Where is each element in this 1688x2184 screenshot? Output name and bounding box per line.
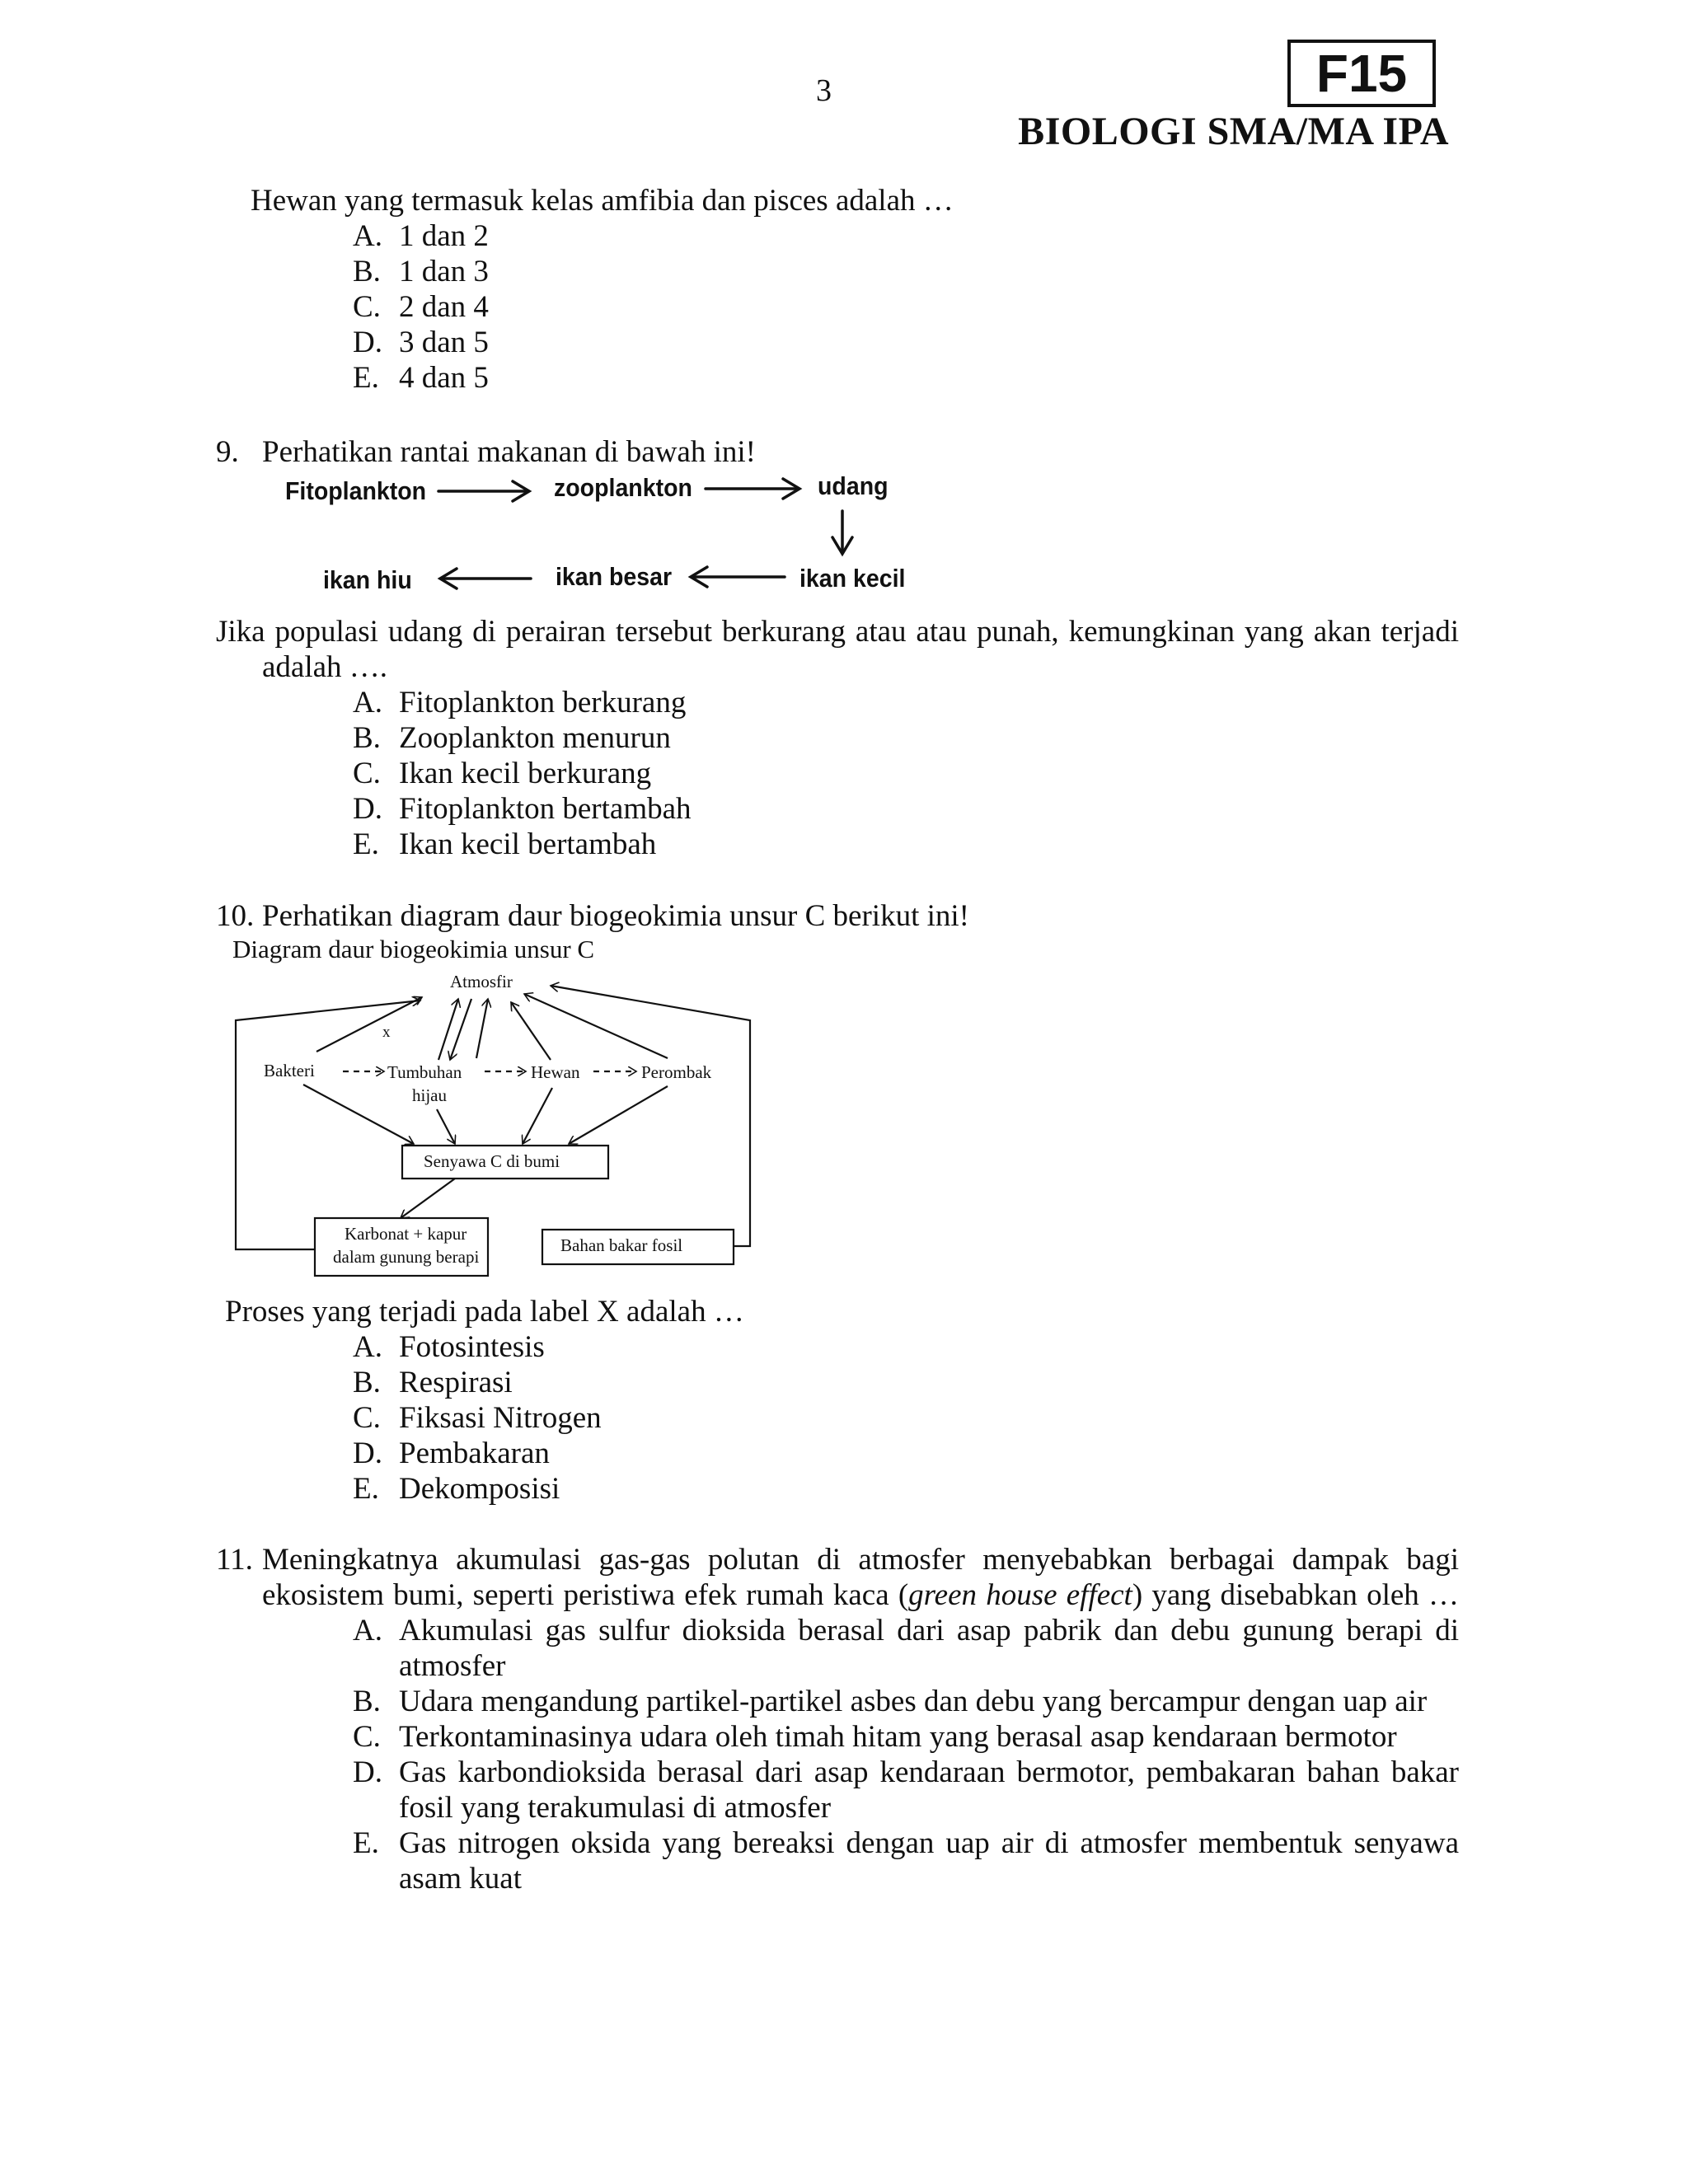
q11-stem-line2: [262, 1577, 1459, 1613]
option-letter: E.: [353, 1826, 379, 1860]
food-chain-udang: udang: [818, 471, 889, 500]
q11-option-b[interactable]: [353, 1684, 1459, 1719]
food-chain-fitoplankton: Fitoplankton: [285, 476, 427, 505]
option-text: Pembakaran: [399, 1436, 550, 1470]
node-senyawa: Senyawa C di bumi: [424, 1151, 560, 1171]
diagram-title: Diagram daur biogeokimia unsur C: [232, 935, 595, 963]
q8-option-c[interactable]: [353, 289, 847, 325]
stem-italic-term: green house effect: [908, 1578, 1132, 1612]
q8-option-b[interactable]: [353, 254, 847, 289]
option-letter: B.: [353, 255, 381, 288]
arrow-perombak-senyawa: [569, 1086, 668, 1144]
node-tumbuhan-line2: hijau: [412, 1085, 447, 1105]
option-text: 2 dan 4: [399, 290, 489, 324]
exam-code-box: F15: [1287, 40, 1436, 107]
arrow-tumbuhan-atmosfir-2: [476, 999, 488, 1058]
option-text: Fitoplankton bertambah: [399, 792, 692, 826]
option-letter: A.: [353, 1330, 382, 1364]
option-text: Udara mengandung partikel-partikel asbes dan debu yang bercampur dengan uap air: [399, 1685, 1428, 1718]
option-text: 1 dan 2: [399, 219, 489, 253]
food-chain-ikan-hiu: ikan hiu: [323, 565, 412, 594]
node-tumbuhan-line1: Tumbuhan: [387, 1062, 462, 1082]
option-letter: B.: [353, 1366, 381, 1399]
q10-option-c[interactable]: [353, 1400, 1012, 1436]
option-letter: A.: [353, 686, 382, 719]
option-text: Gas nitrogen oksida yang bereaksi dengan uap air di atmosfer membentuk senyawa asam kuat: [399, 1826, 1459, 1896]
q9-option-e[interactable]: [353, 827, 1012, 862]
option-letter: D.: [353, 792, 382, 826]
option-letter: C.: [353, 757, 381, 790]
q9-intro: Perhatikan rantai makanan di bawah ini!: [262, 435, 756, 469]
q10-stem: Proses yang terjadi pada label X adalah …: [225, 1295, 744, 1329]
option-text: 4 dan 5: [399, 361, 489, 395]
arrow-tumbuhan-atmosfir: [438, 999, 458, 1060]
q9-stem-line2: adalah ….: [262, 650, 388, 684]
option-letter: B.: [353, 721, 381, 755]
stem-text: ) yang disebabkan oleh …: [1132, 1578, 1459, 1612]
q11-option-c[interactable]: [353, 1719, 1459, 1755]
arrow-senyawa-karbonat: [401, 1179, 455, 1218]
option-text: Gas karbondioksida berasal dari asap kendaraan bermotor, pembakaran bahan bakar fosil yang terakumulasi di atmosfer: [399, 1755, 1459, 1825]
node-bahan-bakar: Bahan bakar fosil: [560, 1235, 683, 1255]
node-atmosfir: Atmosfir: [450, 972, 513, 991]
q9-option-a[interactable]: [353, 685, 1012, 720]
option-letter: A.: [353, 1614, 382, 1647]
option-text: Respirasi: [399, 1366, 513, 1399]
q8-option-a[interactable]: [353, 218, 847, 254]
option-letter: C.: [353, 290, 381, 324]
option-letter: E.: [353, 361, 379, 395]
option-text: Fotosintesis: [399, 1330, 545, 1364]
option-letter: D.: [353, 326, 382, 359]
q11-option-a[interactable]: [353, 1613, 1459, 1684]
q10-option-a[interactable]: [353, 1329, 1012, 1365]
q11-stem-line1: Meningkatnya akumulasi gas-gas polutan di atmosfer menyebabkan berbagai dampak bagi: [262, 1543, 1459, 1577]
option-text: 3 dan 5: [399, 326, 489, 359]
node-karbonat-line2: dalam gunung berapi: [333, 1247, 480, 1267]
q10-number: 10.: [216, 899, 255, 933]
arrow-bahan-bakar-atmosfir: [551, 986, 750, 1246]
option-text: 1 dan 3: [399, 255, 489, 288]
food-chain-zooplankton: zooplankton: [554, 473, 692, 502]
option-letter: B.: [353, 1685, 381, 1718]
option-letter: A.: [353, 219, 382, 253]
option-letter: C.: [353, 1401, 381, 1435]
option-letter: E.: [353, 827, 379, 861]
option-text: Ikan kecil bertambah: [399, 827, 657, 861]
food-chain-ikan-besar: ikan besar: [556, 562, 673, 591]
arrow-bakteri-senyawa: [303, 1085, 414, 1144]
carbon-cycle-diagram: [223, 928, 767, 1291]
q10-option-e[interactable]: [353, 1471, 1012, 1507]
q8-stem: Hewan yang termasuk kelas amfibia dan pisces adalah …: [251, 184, 954, 218]
stem-text: ekosistem bumi, seperti peristiwa efek rumah kaca (: [262, 1578, 909, 1612]
q9-stem-line1: Jika populasi udang di perairan tersebut berkurang atau atau punah, kemungkinan yang akan terjadi: [216, 615, 1459, 649]
node-karbonat-line1: Karbonat + kapur: [345, 1224, 467, 1244]
q9-option-b[interactable]: [353, 720, 1012, 756]
q8-option-e[interactable]: [353, 360, 847, 396]
option-text: Zooplankton menurun: [399, 721, 671, 755]
arrow-hewan-senyawa: [523, 1088, 552, 1144]
q10-option-d[interactable]: [353, 1436, 1012, 1471]
arrow-karbonat-atmosfir: [236, 1001, 420, 1249]
q9-option-d[interactable]: [353, 791, 1012, 827]
q11-option-d[interactable]: [353, 1755, 1459, 1825]
arrow-perombak-atmosfir: [524, 994, 668, 1058]
option-text: Fiksasi Nitrogen: [399, 1401, 602, 1435]
option-text: Terkontaminasinya udara oleh timah hitam yang berasal asap kendaraan bermotor: [399, 1720, 1397, 1754]
node-bakteri: Bakteri: [264, 1061, 315, 1080]
option-letter: D.: [353, 1436, 382, 1470]
q10-option-b[interactable]: [353, 1365, 1012, 1400]
label-x: x: [382, 1024, 391, 1041]
q8-option-d[interactable]: [353, 325, 847, 360]
option-text: Fitoplankton berkurang: [399, 686, 687, 719]
option-letter: D.: [353, 1755, 382, 1789]
q9-number: 9.: [216, 435, 239, 469]
option-text: Ikan kecil berkurang: [399, 757, 652, 790]
option-text: Dekomposisi: [399, 1472, 560, 1506]
q9-option-c[interactable]: [353, 756, 1012, 791]
option-letter: E.: [353, 1472, 379, 1506]
option-letter: C.: [353, 1720, 381, 1754]
food-chain-ikan-kecil: ikan kecil: [799, 564, 906, 593]
arrow-hewan-atmosfir: [511, 1002, 551, 1060]
page-number: 3: [816, 73, 832, 108]
arrow-atmosfir-tumbuhan: [450, 999, 471, 1060]
q10-intro: Perhatikan diagram daur biogeokimia unsur C berikut ini!: [262, 899, 969, 933]
node-hewan: Hewan: [531, 1062, 580, 1082]
option-text: Akumulasi gas sulfur dioksida berasal dari asap pabrik dan debu gunung berapi di atmosfer: [399, 1614, 1459, 1683]
q11-number: 11.: [216, 1543, 253, 1577]
arrow-tumbuhan-senyawa: [437, 1109, 455, 1144]
q11-option-e[interactable]: [353, 1825, 1459, 1896]
node-perombak: Perombak: [641, 1062, 712, 1082]
subject-title: BIOLOGI SMA/MA IPA: [1018, 110, 1449, 153]
